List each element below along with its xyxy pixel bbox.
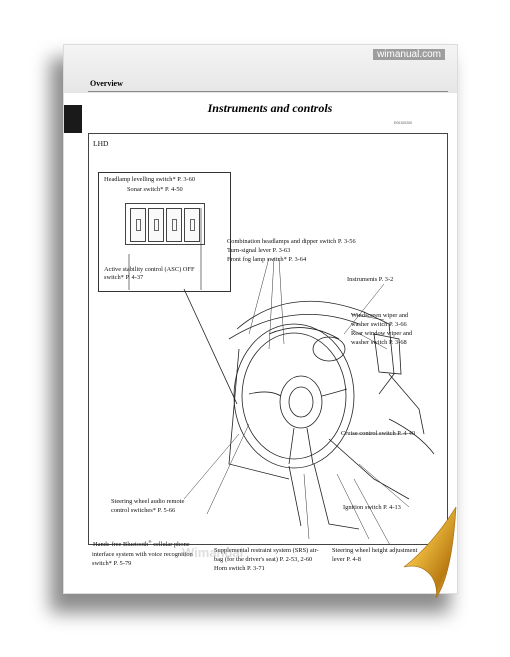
srs-airbag-label-1: Supplemental restraint system (SRS) air- — [214, 547, 319, 554]
horn-switch-label: Horn switch P. 3-71 — [214, 565, 265, 572]
combination-switch-label: Combination headlamps and dipper switch P. 3-56 — [227, 238, 356, 245]
cruise-control-label: Cruise control switch P. 4-40 — [341, 430, 416, 437]
ignition-switch-label: Ignition switch P. 4-13 — [343, 504, 401, 511]
page-curl-icon — [392, 505, 462, 600]
bluetooth-label-2: interface system with voice recognition — [92, 551, 193, 558]
audio-remote-label-2: control switches* P. 5-66 — [111, 507, 176, 514]
asc-label-line2: switch* P. 4-37 — [104, 274, 144, 281]
page-title: Instruments and controls — [207, 101, 333, 115]
steering-height-label-2: lever P. 4-8 — [332, 556, 361, 563]
bluetooth-label-3: switch* P. 5-79 — [92, 560, 132, 567]
headlamp-levelling-label: Headlamp levelling switch* P. 3-60 — [104, 176, 196, 183]
rear-wiper-label-2: washer switch P. 3-68 — [351, 339, 407, 346]
watermark-bottom: Wimanual — [182, 545, 244, 560]
turn-signal-label: Turn-signal lever P. 3-63 — [227, 247, 291, 254]
variant-label: LHD — [93, 139, 109, 148]
windscreen-wiper-label-1: Windscreen wiper and — [351, 312, 409, 319]
windscreen-wiper-label-2: washer switch P. 3-66 — [351, 321, 407, 328]
sonar-switch-label: Sonar switch* P. 4-50 — [127, 186, 183, 193]
section-label: Overview — [90, 79, 123, 88]
steering-height-label-1: Steering wheel height adjustment — [332, 547, 418, 554]
asc-label-line1: Active stability control (ASC) OFF — [104, 266, 195, 273]
bluetooth-label-1: Hands-free Bluetooth® cellular phone — [93, 539, 190, 549]
audio-remote-label-1: Steering wheel audio remote — [111, 498, 185, 505]
front-fog-lamp-label: Front fog lamp switch* P. 3-64 — [227, 256, 307, 263]
rear-wiper-label-1: Rear window wiper and — [351, 330, 413, 337]
instruments-label: Instruments P. 3-2 — [347, 276, 394, 283]
section-tab-marker — [64, 105, 82, 133]
header-rule — [88, 91, 448, 92]
srs-airbag-label-2: bag (for the driver's seat) P. 2-53, 2-60 — [214, 556, 313, 563]
watermark-top: wimanual.com — [373, 49, 445, 60]
document-code: E00100200 — [394, 121, 412, 125]
figure-frame — [88, 133, 448, 549]
